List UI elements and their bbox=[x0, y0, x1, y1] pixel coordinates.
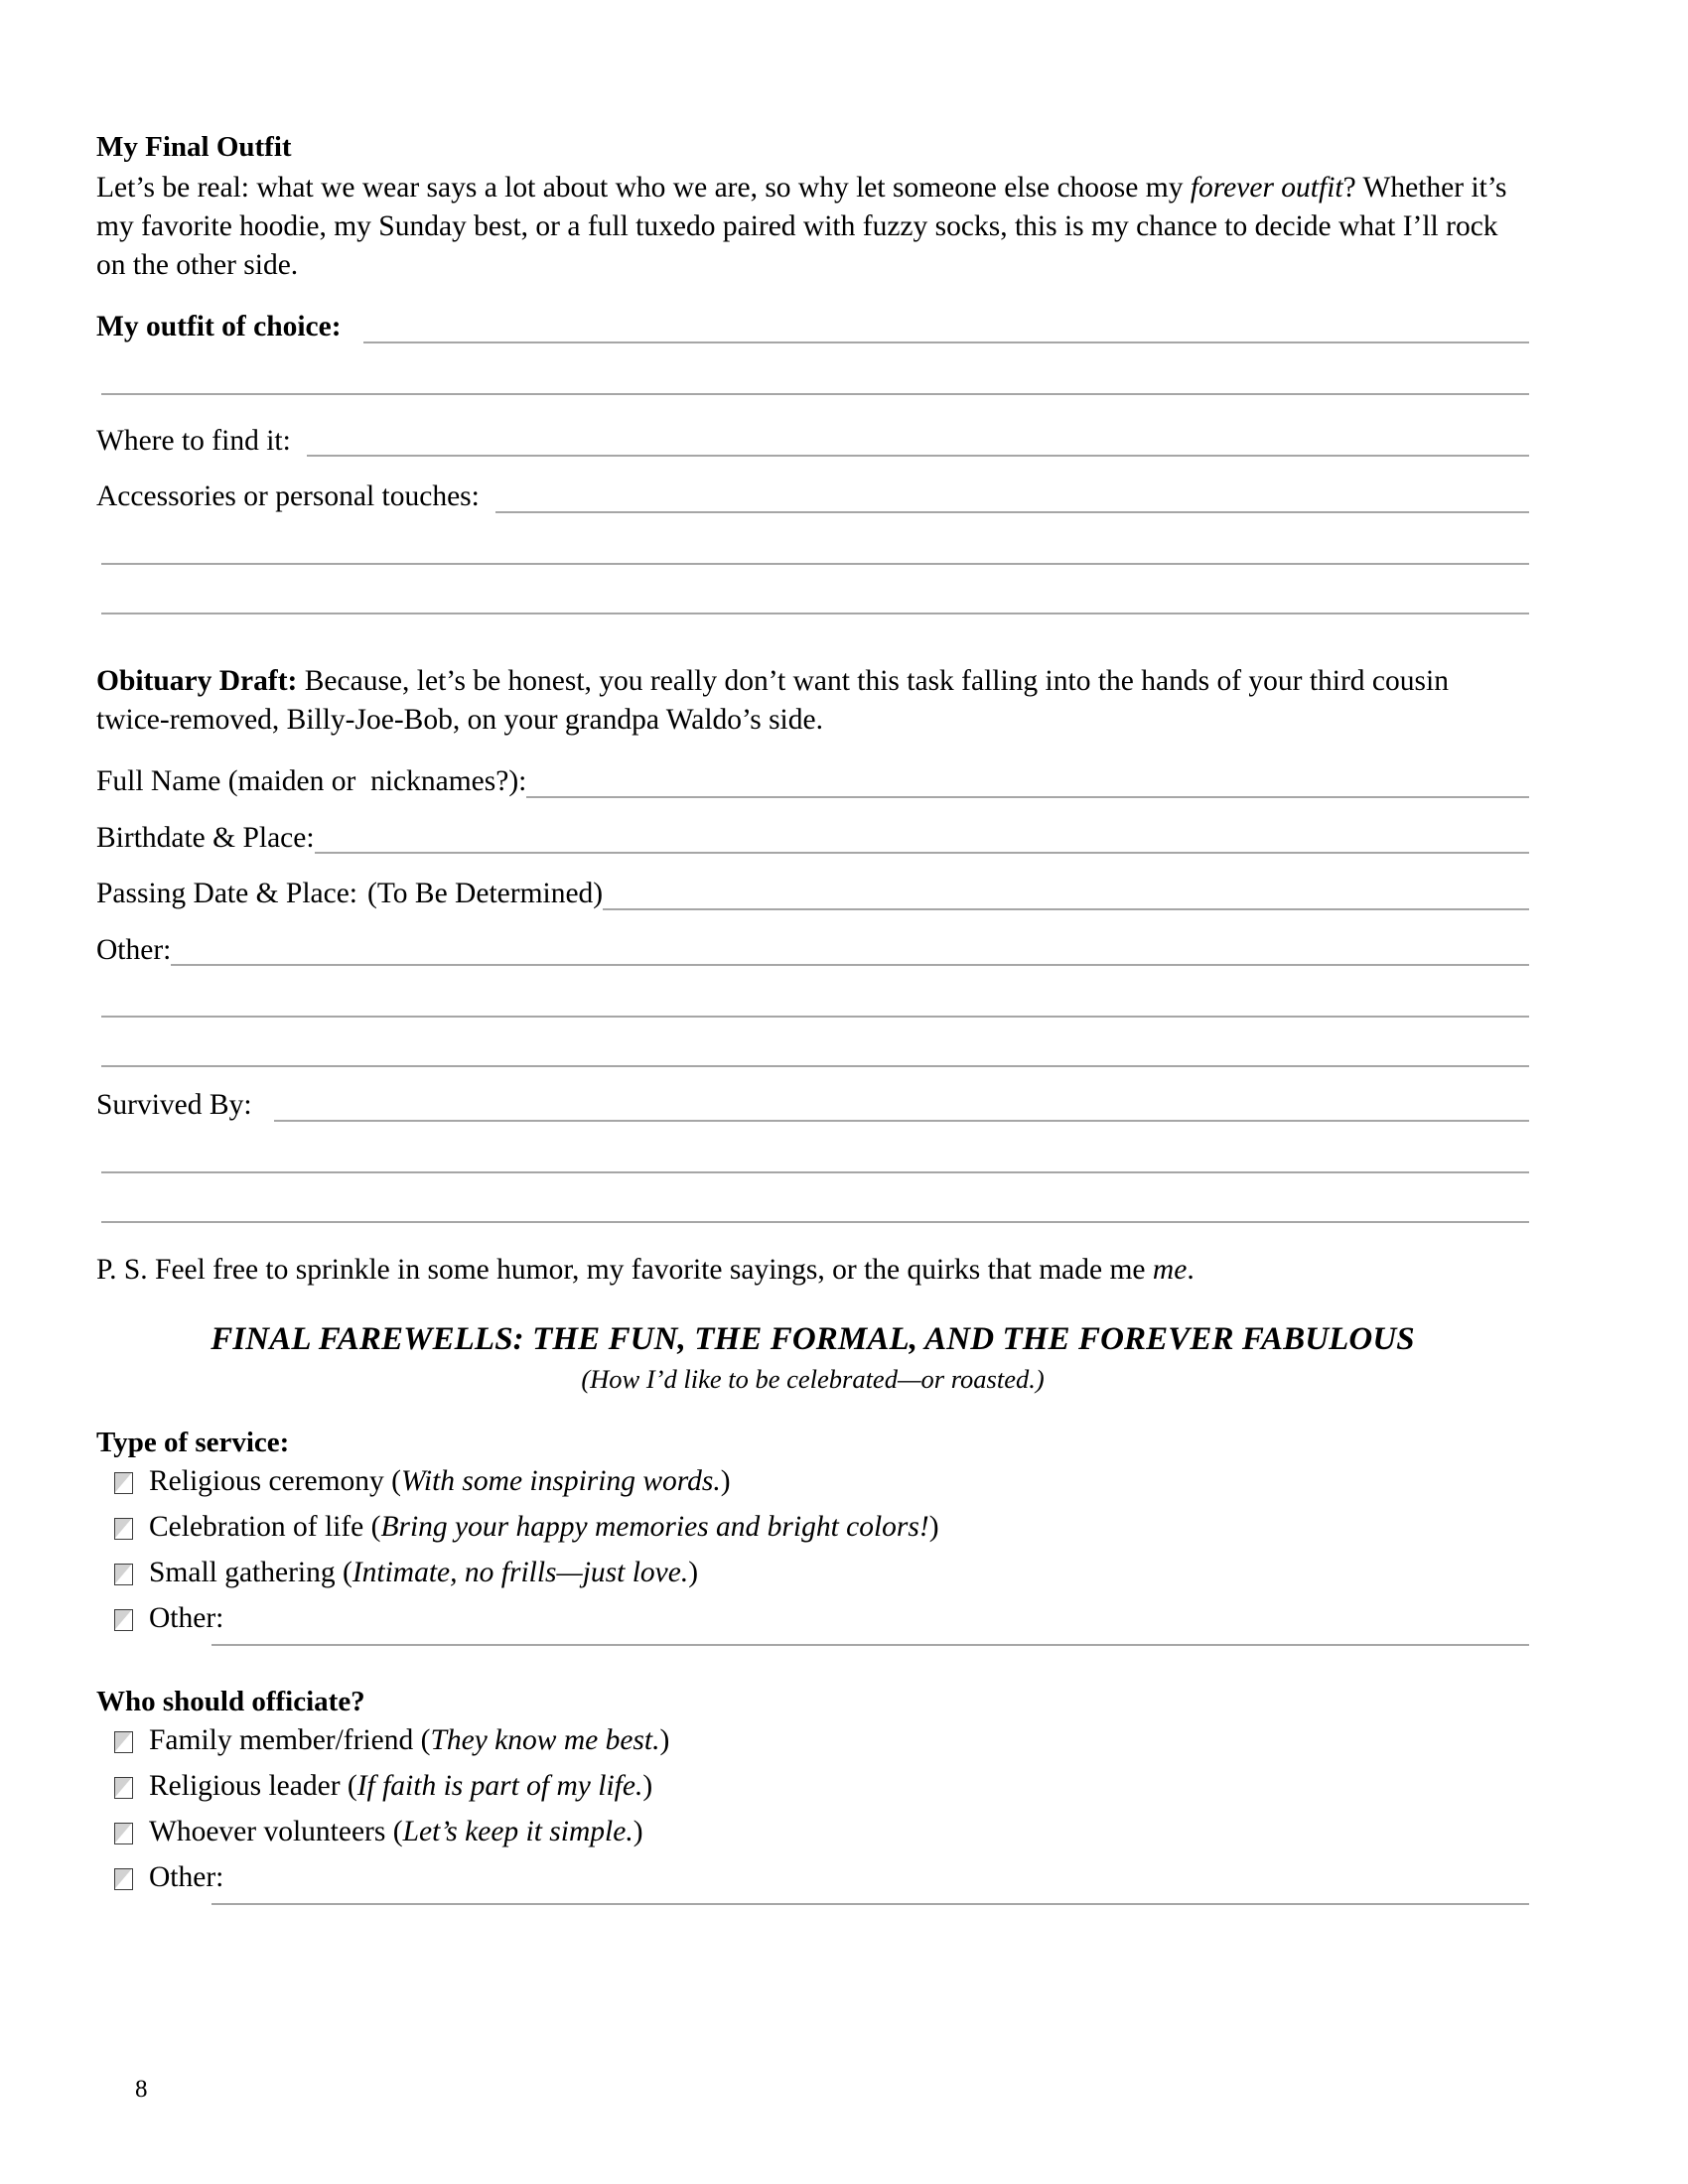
farewells-section-subtitle: (How I’d like to be celebrated—or roasted.) bbox=[581, 1364, 1045, 1395]
option-italic: Bring your happy memories and bright colors! bbox=[380, 1511, 929, 1544]
farewells-section-title: FINAL FAREWELLS: THE FUN, THE FORMAL, AND THE FOREVER FABULOUS bbox=[211, 1321, 1415, 1358]
checkbox-icon[interactable] bbox=[114, 1823, 133, 1844]
checkbox-row-service-other[interactable] bbox=[114, 1602, 1529, 1635]
type-of-service-heading: Type of service: bbox=[96, 1427, 290, 1459]
officiant-other-input-rule[interactable] bbox=[211, 1903, 1529, 1905]
survived-by-label: Survived By: bbox=[96, 1089, 252, 1122]
field-full-name bbox=[96, 767, 1529, 800]
checkbox-label bbox=[149, 1557, 698, 1589]
checkbox-row-celebration-of-life[interactable] bbox=[96, 1511, 1529, 1544]
checkbox-row-religious-ceremony[interactable] bbox=[96, 1465, 1529, 1498]
option-tail: ) bbox=[688, 1557, 699, 1589]
option-text: Whoever volunteers ( bbox=[149, 1816, 403, 1848]
ps-text-2: . bbox=[1187, 1253, 1195, 1286]
option-italic: If faith is part of my life. bbox=[356, 1770, 643, 1803]
option-tail: ) bbox=[928, 1511, 939, 1544]
checkbox-icon[interactable] bbox=[114, 1609, 133, 1631]
checkbox-icon[interactable] bbox=[114, 1472, 133, 1494]
checkbox-icon[interactable] bbox=[114, 1518, 133, 1540]
obituary-intro-text: Because, let’s be honest, you really don’t want this task falling into the hands of your third cousin twice-removed, Billy-Joe-Bob, on your grandpa Waldo’s side. bbox=[96, 664, 1449, 737]
option-tail: ) bbox=[642, 1770, 653, 1803]
checkbox-icon[interactable] bbox=[114, 1564, 133, 1585]
field-accessories bbox=[96, 482, 1529, 515]
where-to-find-it-label: Where to find it: bbox=[96, 424, 291, 457]
who-should-officiate-heading: Who should officiate? bbox=[96, 1686, 365, 1718]
ps-italic: me bbox=[1152, 1253, 1188, 1286]
field-passing-date-place bbox=[96, 880, 1529, 912]
outfit-section-heading: My Final Outfit bbox=[96, 131, 292, 163]
option-italic: Intimate, no frills—just love. bbox=[352, 1557, 689, 1589]
outfit-intro-paragraph bbox=[96, 169, 1529, 286]
checkbox-row-religious-leader[interactable] bbox=[96, 1770, 1529, 1803]
checkbox-icon[interactable] bbox=[114, 1731, 133, 1753]
option-text: Religious leader ( bbox=[149, 1770, 357, 1803]
ps-text-1: P. S. Feel free to sprinkle in some humor, my favorite sayings, or the quirks that made me bbox=[96, 1253, 1153, 1286]
field-survived-by bbox=[96, 1091, 1529, 1124]
checkbox-icon[interactable] bbox=[114, 1777, 133, 1799]
birthdate-place-label: Birthdate & Place: bbox=[96, 821, 315, 854]
checkbox-label: Other: bbox=[149, 1602, 224, 1635]
obituary-intro-paragraph bbox=[96, 662, 1529, 740]
where-to-find-it-input-rule[interactable] bbox=[307, 455, 1529, 457]
passing-date-place-input-rule[interactable] bbox=[603, 908, 1529, 910]
checkbox-label bbox=[149, 1770, 652, 1803]
accessories-input-rule[interactable] bbox=[495, 511, 1529, 513]
option-italic: With some inspiring words. bbox=[400, 1465, 721, 1498]
checkbox-row-family-member-friend[interactable] bbox=[96, 1724, 1529, 1757]
option-text: Small gathering ( bbox=[149, 1557, 352, 1589]
obituary-other-label: Other: bbox=[96, 933, 172, 966]
option-italic: Let’s keep it simple. bbox=[402, 1816, 633, 1848]
option-tail: ) bbox=[720, 1465, 731, 1498]
full-name-input-rule[interactable] bbox=[526, 796, 1529, 798]
field-obituary-other bbox=[96, 933, 1529, 969]
option-text: Celebration of life ( bbox=[149, 1511, 381, 1544]
option-text: Family member/friend ( bbox=[149, 1724, 431, 1757]
checkbox-row-small-gathering[interactable] bbox=[96, 1557, 1529, 1589]
option-italic: They know me best. bbox=[430, 1724, 660, 1757]
checkbox-label bbox=[149, 1816, 643, 1848]
page-content bbox=[96, 129, 1529, 1905]
checkbox-row-officiant-other-wrap bbox=[96, 1861, 1529, 1905]
checkbox-label bbox=[149, 1511, 939, 1544]
field-outfit-of-choice bbox=[96, 313, 1529, 345]
field-where-to-find-it bbox=[96, 424, 1529, 460]
outfit-of-choice-label: My outfit of choice: bbox=[96, 311, 342, 343]
checkbox-label bbox=[149, 1465, 731, 1498]
checkbox-icon[interactable] bbox=[114, 1868, 133, 1890]
accessories-label: Accessories or personal touches: bbox=[96, 480, 480, 513]
page-number: 8 bbox=[135, 2076, 148, 2103]
option-tail: ) bbox=[659, 1724, 670, 1757]
passing-date-place-value[interactable]: (To Be Determined) bbox=[367, 878, 604, 910]
outfit-of-choice-input-rule[interactable] bbox=[363, 341, 1529, 343]
outfit-intro-text-1: Let’s be real: what we wear says a lot about who we are, so why let someone else choose my bbox=[96, 171, 1191, 204]
full-name-label: Full Name (maiden or nicknames?): bbox=[96, 765, 527, 798]
checkbox-row-whoever-volunteers[interactable] bbox=[96, 1816, 1529, 1848]
outfit-intro-text-2: ? Whether it’s my favorite hoodie, my Sunday best, or a full tuxedo paired with fuzzy socks, this is my chance to decide what I’ll rock on the other side. bbox=[96, 171, 1507, 282]
option-text: Religious ceremony ( bbox=[149, 1465, 401, 1498]
option-tail: ) bbox=[633, 1816, 643, 1848]
obituary-heading: Obituary Draft: bbox=[96, 664, 298, 697]
checkbox-row-service-other-wrap bbox=[96, 1602, 1529, 1646]
birthdate-place-input-rule[interactable] bbox=[315, 852, 1529, 854]
checkbox-label: Other: bbox=[149, 1861, 224, 1894]
obituary-other-input-rule[interactable] bbox=[171, 964, 1529, 966]
field-birthdate-place bbox=[96, 821, 1529, 857]
survived-by-input-rule[interactable] bbox=[274, 1120, 1529, 1122]
passing-date-place-label: Passing Date & Place: bbox=[96, 878, 357, 910]
checkbox-row-officiant-other[interactable] bbox=[114, 1861, 1529, 1894]
outfit-intro-italic: forever outfit bbox=[1190, 171, 1343, 204]
checkbox-label bbox=[149, 1724, 669, 1757]
obituary-ps-line bbox=[96, 1251, 1529, 1290]
